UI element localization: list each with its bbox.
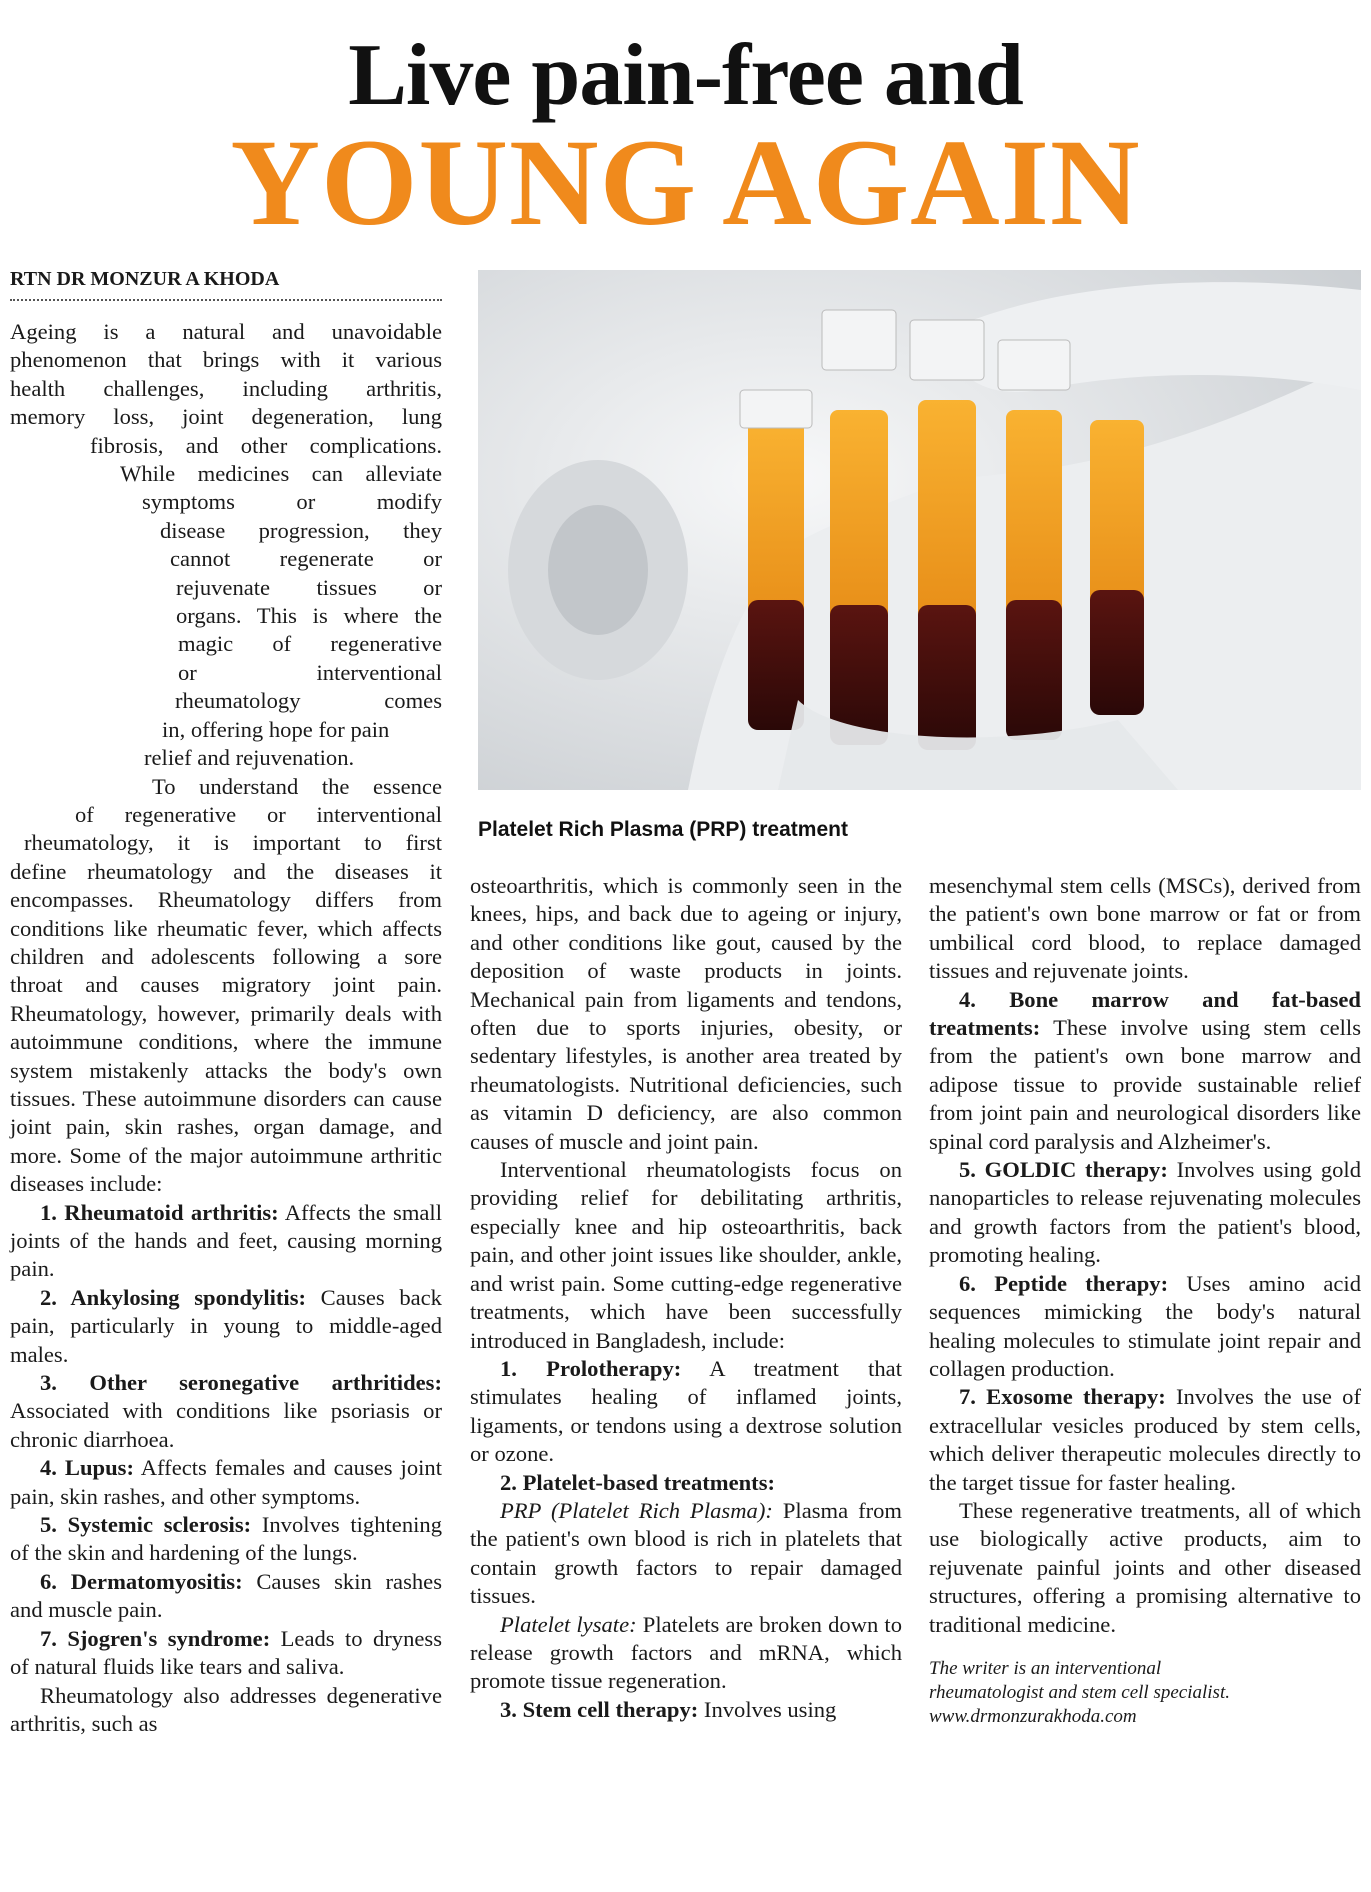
treatment-label: 3. Stem cell therapy: (500, 1696, 699, 1722)
photo-caption: Platelet Rich Plasma (PRP) treatment (478, 818, 848, 841)
text-line: rejuvenate tissues or (176, 574, 442, 600)
text-line: rheumatology, it is important to first (24, 830, 442, 856)
text-line: disease progression, they (160, 517, 442, 543)
author-website: www.drmonzurakhoda.com (929, 1705, 1137, 1727)
list-item-label: 4. Lupus: (40, 1455, 135, 1481)
treatment-2 (470, 1469, 902, 1497)
prp-label: PRP (Platelet Rich Plasma): (500, 1497, 773, 1523)
col2-paragraph-2: Interventional rheumatologists focus on providing relief for debilitating arthritis, especially knee and hip osteoarthritis, back pain, and other joint issues like shoulder, ankle, and wrist pain. Some cutting-edge regenerative treatments, which have been successfully introduced in Bangladesh, include: (470, 1157, 902, 1353)
list-item-label: 5. GOLDIC therapy: (959, 1157, 1168, 1183)
col3-paragraph-1: mesenchymal stem cells (MSCs), derived from the patient's own bone marrow or fat or from umbilical cord blood, to replace damaged tissues and rejuvenate joints. (929, 873, 1361, 984)
lysate-text: Platelets are broken down to release growth factors and mRNA, which promote tissue regeneration. (470, 1611, 902, 1694)
list-item-label: 2. Ankylosing spondylitis: (40, 1284, 307, 1310)
col1-paragraph: define rheumatology and the diseases it encompasses. Rheumatology differs from conditions like rheumatic fever, which affects children and adolescents following a sore throat and causes migratory joint pain. Rheumatology, however, primarily deals with autoimmune conditions, where the immune system mistakenly attacks the body's own tissues. These autoimmune disorders can cause joint pain, skin rashes, organ damage, and more. Some of the major autoimmune arthritic diseases include: (10, 858, 442, 1197)
text-line: memory loss, joint degeneration, lung (10, 404, 442, 430)
byline: RTN DR MONZUR A KHODA (10, 268, 442, 301)
treatment-label: 1. Prolotherapy: (500, 1355, 682, 1381)
list-item (10, 1369, 442, 1454)
text-line: organs. This is where the (176, 603, 442, 629)
list-item (10, 1568, 442, 1625)
list-item-label: 6. Peptide therapy: (959, 1270, 1169, 1296)
list-item-text: Uses amino acid sequences mimicking the body's natural healing molecules to stimulate joint repair and collagen production. (929, 1270, 1361, 1381)
list-item (10, 1511, 442, 1568)
list-item-text: Affects the small joints of the hands and feet, causing morning pain. (10, 1199, 442, 1282)
text-line: phenomenon that brings with it various (10, 347, 442, 373)
column-2 (470, 872, 902, 1724)
list-item-text: Affects females and causes joint pain, skin rashes, and other symptoms. (10, 1455, 442, 1509)
text-line: Ageing is a natural and unavoidable (10, 319, 442, 344)
text-line: To understand the essence (152, 773, 442, 799)
list-item-text: Causes skin rashes and muscle pain. (10, 1568, 442, 1623)
col1-intro (10, 318, 442, 858)
text-line: While medicines can alleviate (120, 461, 442, 487)
treatment-text: A treatment that stimulates healing of inflamed joints, ligaments, or tendons using a dextrose solution or ozone. (470, 1355, 902, 1467)
author-footer (929, 1657, 1361, 1729)
list-item-label: 7. Exosome therapy: (959, 1384, 1166, 1410)
list-item-label: 3. Other seronegative arthritides: (40, 1370, 442, 1396)
text-line: in, offering hope for pain (162, 716, 390, 742)
col1-closing: Rheumatology also addresses degenerative arthritis, such as (10, 1682, 442, 1736)
text-line: of regenerative or interventional (75, 801, 442, 827)
treatment-label: 2. Platelet-based treatments: (500, 1469, 776, 1495)
list-item-label: 1. Rheumatoid arthritis: (40, 1199, 279, 1225)
text-line: symptoms or modify (142, 489, 442, 515)
prp-text: Plasma from the patient's own blood is rich in platelets that contain growth factors to repair damaged tissues. (470, 1497, 902, 1609)
list-item (10, 1199, 442, 1284)
treatment-text: Involves using (698, 1696, 837, 1722)
list-item (10, 1625, 442, 1682)
list-item-label: 4. Bone marrow and fat-based treatments: (929, 986, 1361, 1041)
blood-tubes-image (478, 270, 1361, 790)
headline-line1: Live pain-free and (348, 27, 1023, 124)
lysate-paragraph (470, 1611, 902, 1696)
list-item-text: Associated with conditions like psoriasis or chronic diarrhoea. (10, 1398, 442, 1452)
list-item (929, 1156, 1361, 1270)
text-line: cannot regenerate or (170, 546, 442, 572)
list-item-text: Leads to dryness of natural fluids like tears and saliva. (10, 1625, 442, 1680)
text-line: rheumatology comes (175, 688, 442, 714)
text-line: or interventional (178, 659, 442, 685)
prp-photo (478, 270, 1361, 790)
col2-paragraph-1: osteoarthritis, which is commonly seen in the knees, hips, and back due to ageing or injury, and other conditions like gout, caused by the deposition of waste products in joints. Mechanical pain from ligaments and tendons, often due to sports injuries, obesity, or sedentary lifestyles, is another area treated by rheumatologists. Nutritional deficiencies, such as vitamin D deficiency, are also common causes of muscle and joint pain. (470, 873, 902, 1154)
footer-line: rheumatologist and stem cell specialist. (929, 1681, 1230, 1703)
list-item-text: Involves the use of extracellular vesicles produced by stem cells, which deliver therapeutic molecules directly to the target tissue for faster healing. (929, 1384, 1361, 1495)
list-item-text: Causes back pain, particularly in young to middle-aged males. (10, 1284, 442, 1367)
list-item-text: Involves using gold nanoparticles to release rejuvenating molecules and growth factors from the patient's blood, promoting healing. (929, 1157, 1361, 1268)
list-item-label: 6. Dermatomyositis: (40, 1568, 243, 1594)
text-line: fibrosis, and other complications. (90, 432, 442, 458)
list-item (10, 1454, 442, 1511)
list-item-label: 7. Sjogren's syndrome: (40, 1625, 271, 1651)
list-item (10, 1284, 442, 1369)
list-item (929, 986, 1361, 1156)
list-item (929, 1383, 1361, 1497)
list-item-label: 5. Systemic sclerosis: (40, 1512, 252, 1538)
prp-paragraph (470, 1497, 902, 1611)
text-line: health challenges, including arthritis, (10, 375, 442, 401)
lysate-label: Platelet lysate: (500, 1611, 637, 1637)
treatment-1 (470, 1355, 902, 1469)
treatment-3 (470, 1696, 902, 1724)
headline-line2: YOUNG AGAIN (230, 114, 1141, 251)
col3-closing: These regenerative treatments, all of which use biologically active products, aim to rejuvenate painful joints and other diseased structures, offering a promising alternative to traditional medicine. (929, 1497, 1361, 1637)
column-3 (929, 872, 1361, 1729)
list-item-text: Involves tightening of the skin and hardening of the lungs. (10, 1512, 442, 1566)
text-line: relief and rejuvenation. (144, 745, 355, 771)
footer-line: The writer is an interventional (929, 1657, 1162, 1679)
list-item (929, 1270, 1361, 1384)
text-line: magic of regenerative (178, 631, 442, 657)
column-1 (10, 318, 442, 1738)
list-item-text: These involve using stem cells from the patient's own bone marrow and adipose tissue to provide sustainable relief from joint pain and neurological disorders like spinal cord paralysis and Alzheimer's. (929, 1015, 1361, 1154)
